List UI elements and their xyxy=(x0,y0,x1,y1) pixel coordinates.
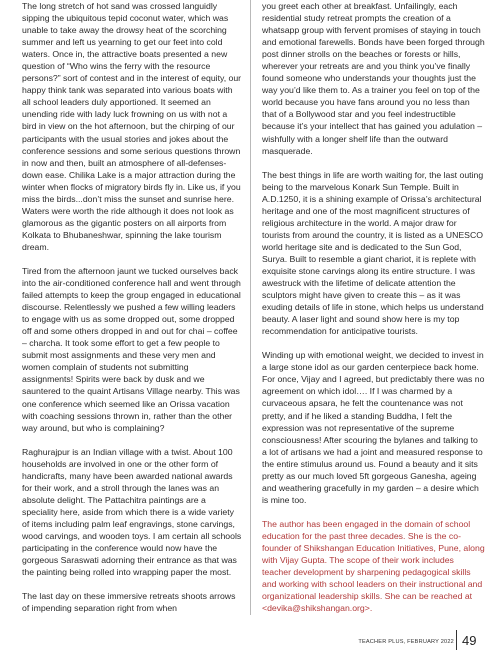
right-column xyxy=(262,0,485,626)
paragraph: Raghurajpur is an Indian village with a twist. About 100 households are involved in one or the other form of handicrafts, many have been awarded national awards for their work, and a stroll through the lanes was an absolute delight. The Pattachitra paintings are a speciality here, aside from which there is a wide variety of items including palm leaf engravings, stone carvings, wood carvings, and wooden toys. I am certain all schools participating in the conference would now have the gorgeous Saraswati adorning their entrance as that was the painting being rolled into wrapping paper the most. xyxy=(22,446,242,578)
page-footer xyxy=(0,630,500,652)
paragraph: you greet each other at breakfast. Unfailingly, each residential study retreat prompts the creation of a whatsapp group with fervent promises of staying in touch and emotional farewells. Bonds have been forged through post dinner strolls on the beaches or forests or hills, wherever your retreats are and you think you’ve finally found someone who understands your thoughts just the way you’d like them to. As a trainer you feel on top of the world because you have fans around you no less than that of a Bollywood star and you feel indestructible because it’s your intellect that has gained you adulation – wishfully with a longer shelf life than the outward masquerade. xyxy=(262,1,485,156)
paragraph: The long stretch of hot sand was crossed languidly sipping the ubiquitous tepid coconut water, which was unable to take away the drowsy heat of the scorching summer and left us yearning to get our feet into cold waters. Once in, the attractive boats presented a new question of “Who wins the ferry with the resource persons?” sort of contest and in the interest of equity, our happy think tank was separated into various boats with all school leaders duly apportioned. It seemed an unending ride with lady luck frowning on us with not a bird in view on the hot afternoon, but the chirping of our participants with the usual stories and jokes about the conference sessions and some serious questions thrown in now and then, built an atmosphere of all-defenses-down ease. Chilika Lake is a major attraction during the winter when flocks of migratory birds fly in. Like us, if you miss the birds...don’t miss the sunset and sunrise here. Waters were worth the ride although it does not look as glamorous as the gigantic posters on all airports from Kolkata to Bhubaneshwar, spinning the lake tourism dream. xyxy=(22,1,242,252)
running-title: TEACHER PLUS, FEBRUARY 2022 xyxy=(358,639,454,645)
paragraph: Winding up with emotional weight, we decided to invest in a large stone idol as our garden centerpiece back home. For once, Vijay and I agreed, but predictably there was no agreement on which idol…. If I was charmed by a curvaceous apsara, he felt the countenance was not pretty, and if he liked a standing Buddha, I felt the expression was not representative of the supreme consciousness! After scouring the bylanes and talking to a lot of artisans we had a joint and measured response to the entire stimulus around us. Found a beauty and it sits pretty as our much loved 5ft gorgeous Ganesha, ageing and weathering gracefully in my garden – a desire which is mine too. xyxy=(262,350,485,505)
footer-divider xyxy=(456,630,457,650)
column-divider xyxy=(250,0,251,615)
paragraph: Tired from the afternoon jaunt we tucked ourselves back into the air-conditioned conference hall and went through failed attempts to keep the group engaged in educational discourse. Relentlessly we pushed a few willing leaders to engage with us as some dropped out, some dropped off and some others dropped in and out for chai – coffee – charcha. It took some effort to get a few people to submit most assignments and these very men and women complain of students not submitting assignments! Spirits were back by dusk and we sauntered to the quaint Artisans Village nearby. This was one conference which seemed like an Orissa vacation with coaching sessions thrown in, rather than the other way around, but who is complaining? xyxy=(22,265,241,433)
paragraph: The last day on these immersive retreats shoots arrows of impending separation right from when xyxy=(22,591,236,614)
left-column xyxy=(22,0,242,626)
paragraph: The best things in life are worth waiting for, the last outing being to the marvelous Konark Sun Temple. Built in A.D.1250, it is a shining example of Orissa’s architectural heritage and one of the most magnificent structures of religious architecture in the world. A major draw for tourists from around the country, it is listed as a UNESCO world heritage site and is dedicated to the Sun God, Surya. Built to resemble a giant chariot, it is replete with exquisite stone carvings along its entire structure. I was awestruck with the lifetime of delicate attention the sculptors might have given to create this – as it was exuding details of life in stone, which helps us understand beauty. A laser light and sound show here is my top recommendation for anticipative tourists. xyxy=(262,169,484,337)
page-number: 49 xyxy=(462,633,477,648)
author-note: The author has been engaged in the domain of school education for the past three decades. She is the co-founder of Shikshangan Education Initiatives, Pune, along with Vijay Gupta. The scope of their work includes teacher development by sharpening pedagogical skills and working with school leaders on their instructional and organizational leadership skills. She can be reached at <devika@shikshangan.org>. xyxy=(262,518,485,614)
